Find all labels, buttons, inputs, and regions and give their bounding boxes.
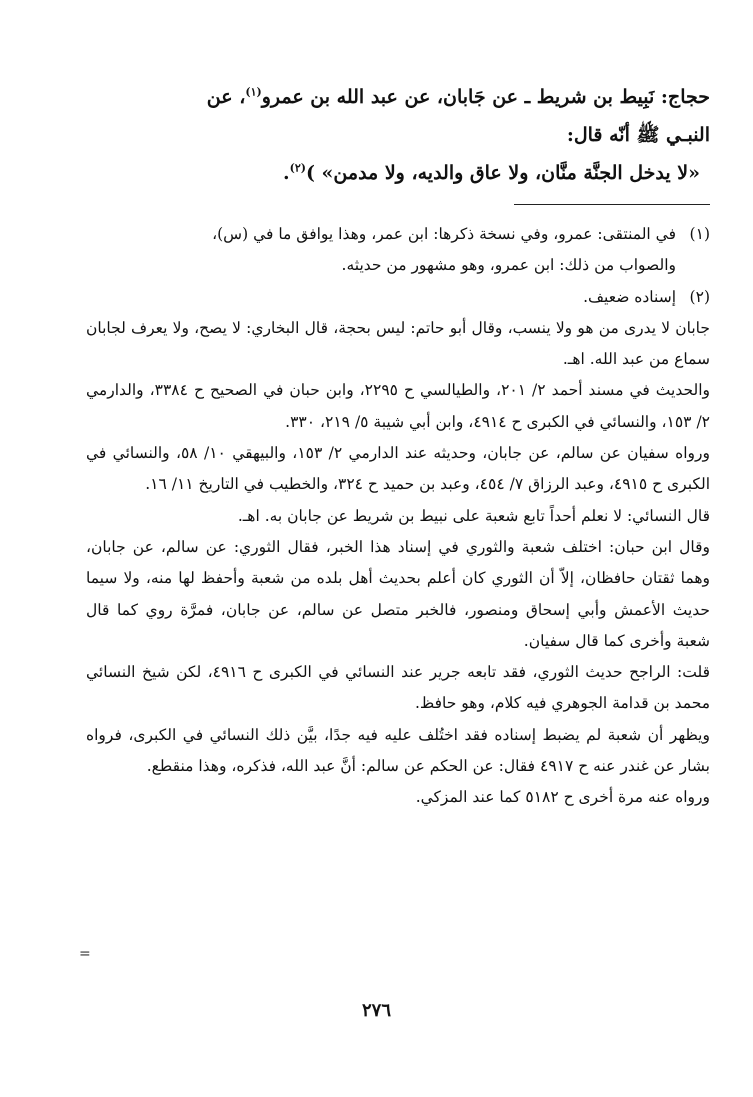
continuation-mark: = xyxy=(79,946,91,962)
main-text xyxy=(86,78,710,192)
main-line-1 xyxy=(86,78,710,116)
footnote-mark-1: (١) xyxy=(245,85,262,99)
footnote-mark-2: (٢) xyxy=(289,161,306,175)
footnote-1-line-1: في المنتقى: عمرو، وفي نسخة ذكرها: ابن عمر، وهذا يوافق ما في (س)، xyxy=(212,225,676,243)
footnote-2-heading: إسناده ضعيف. xyxy=(583,287,676,306)
footnote-1 xyxy=(86,219,710,282)
hadith-quote-end: . xyxy=(282,162,290,184)
footnote-1-text xyxy=(86,219,676,282)
footnote-paragraph-2: والحديث في مسند أحمد ٢/ ٢٠١، والطيالسي ح ٢٢٩٥، وابن حبان في الصحيح ح ٣٣٨٤، والدارمي ٢/ ١٥٣، والنسائي في الكبرى ح ٤٩١٤، وابن أبي شيبة ٥/ ٢١٩، ٣٣٠. xyxy=(86,381,710,431)
hadith-quote xyxy=(86,154,710,192)
footnote-separator xyxy=(514,204,710,205)
footnote-paragraph-8: ورواه عنه مرة أخرى ح ٥١٨٢ كما عند المزكي. xyxy=(415,788,710,807)
footnotes xyxy=(86,219,710,814)
hadith-quote-text: «لا يدخل الجنَّة منَّان، ولا عاق والديه، ولا مدمن» ) xyxy=(305,162,700,184)
footnote-2 xyxy=(86,282,710,313)
footnote-1-line-2: والصواب من ذلك: ابن عمرو، وهو مشهور من حديثه. xyxy=(341,256,676,275)
footnote-paragraph-6: قلت: الراجح حديث الثوري، فقد تابعه جرير عند النسائي في الكبرى ح ٤٩١٦، لكن شيخ النسائي محمد بن قدامة الجوهري فيه كلام، وهو حافظ. xyxy=(86,663,710,713)
footnote-paragraph-7: ويظهر أن شعبة لم يضبط إسناده فقد اختُلف عليه فيه جدًا، بيَّن ذلك النسائي في الكبرى، فرواه بشار عن غندر عنه ح ٤٩١٧ فقال: عن الحكم عن سالم: أنَّ عبد الله، فذكره، وهذا منقطع. xyxy=(86,725,710,776)
main-line-1-text: حجاج: نَبِيط بن شريط ـ عن جَابان، عن عبد الله بن عمرو xyxy=(261,86,710,108)
footnote-paragraph-5: وقال ابن حبان: اختلف شعبة والثوري في إسناد هذا الخبر، فقال الثوري: عن سالم، عن جابان، وهما ثقتان حافظان، إلاّ أن الثوري كان أعلم بحديث أهل بلده من شعبة وأحفظ لها منه، ولا سيما حديث الأعمش وأبي إسحاق ومنصور، فالخبر متصل عن سالم، عن جابان، فمرَّة روي كما قال شعبة وأخرى كما قال سفيان. xyxy=(86,537,710,650)
footnote-1-number: (١) xyxy=(689,225,710,243)
page-number: ٢٧٦ xyxy=(361,1000,391,1021)
page-body xyxy=(86,78,710,814)
footnote-paragraph-1: جابان لا يدرى من هو ولا ينسب، وقال أبو حاتم: ليس بحجة، قال البخاري: لا يصح، ولا يعرف لجابان سماع من عبد الله. اهـ. xyxy=(86,318,710,369)
main-line-1-end: ، عن xyxy=(206,86,246,108)
footnote-2-number: (٢) xyxy=(689,287,710,306)
main-line-2: النبـي ﷺ أنّه قال: xyxy=(566,124,710,146)
footnote-paragraph-4: قال النسائي: لا نعلم أحداً تابع شعبة على نبيط بن شريط عن جابان به. اهـ. xyxy=(237,506,710,525)
footnote-paragraph-3: ورواه سفيان عن سالم، عن جابان، وحديثه عند الدارمي ٢/ ١٥٣، والبيهقي ١٠/ ٥٨، والنسائي في الكبرى ح ٤٩١٥، وعبد الرزاق ٧/ ٤٥٤، وعبد بن حميد ح ٣٢٤، والخطيب في التاريخ ١١/ ١٦. xyxy=(86,444,710,494)
